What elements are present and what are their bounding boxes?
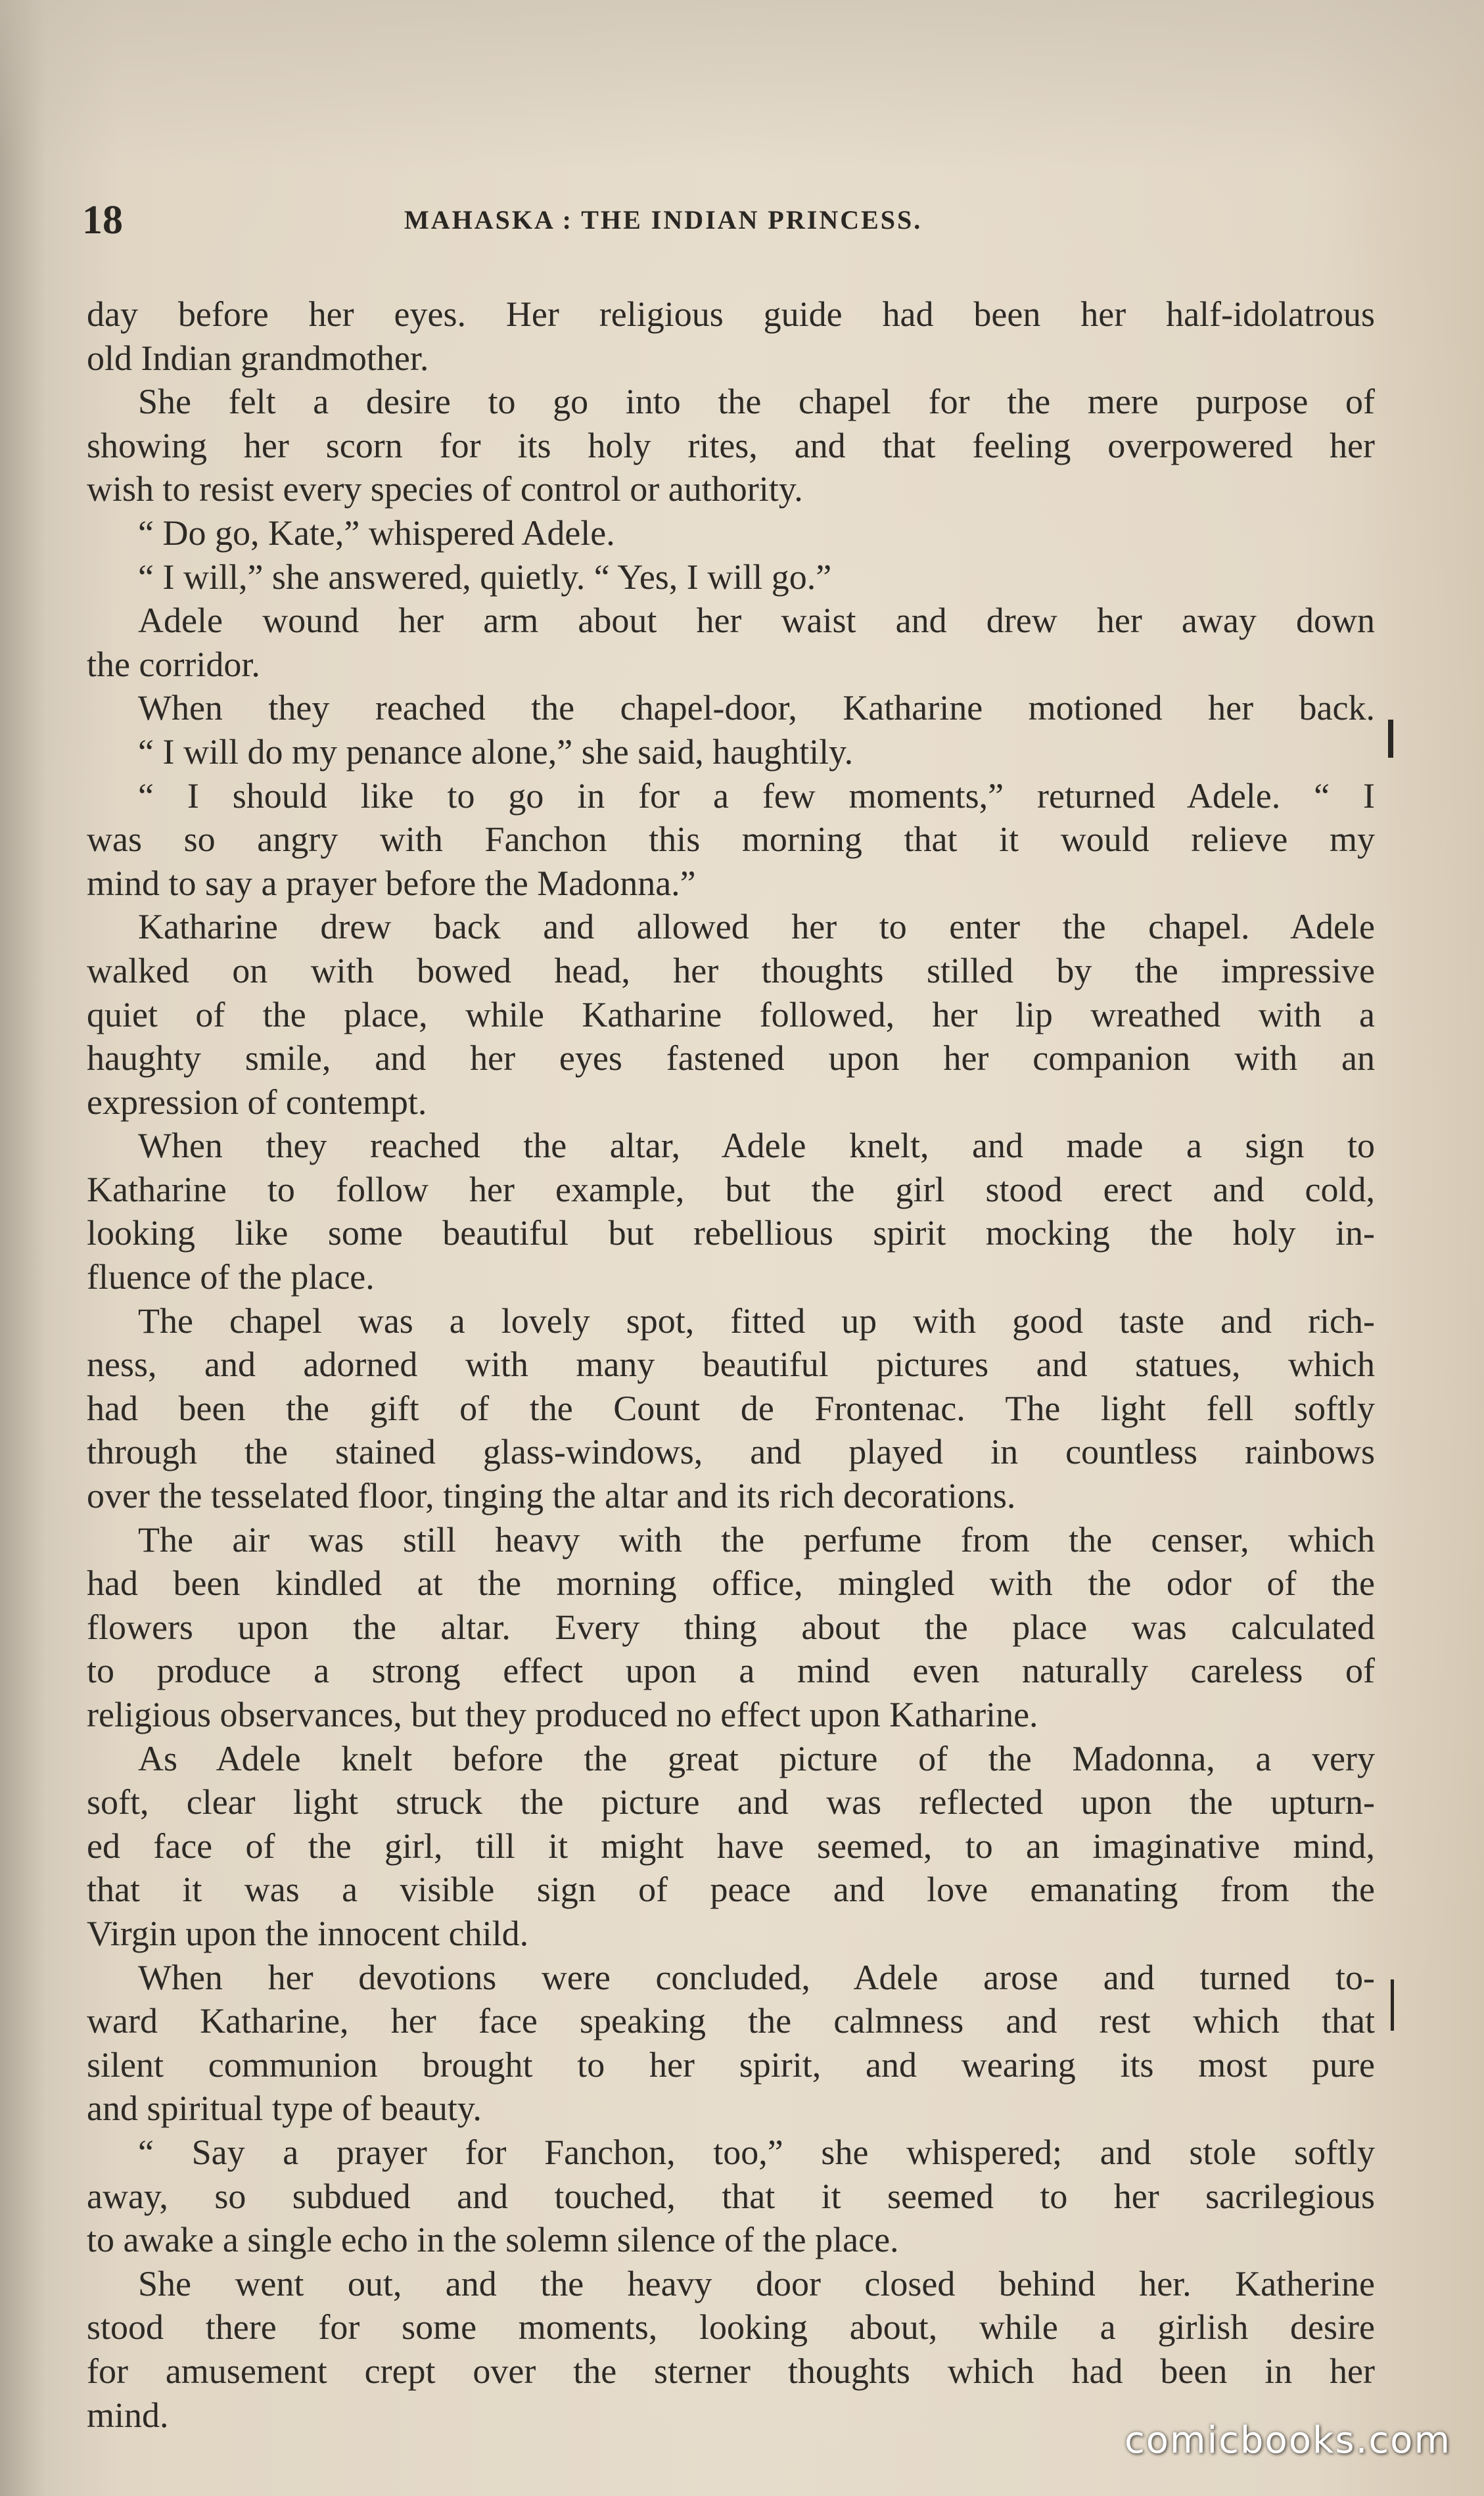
page-number: 18 [82, 198, 123, 243]
text-line: haughty smile, and her eyes fastened upon her companion with an [87, 1038, 1375, 1078]
paper-tone [0, 0, 1484, 171]
text-line: “ Say a prayer for Fanchon, too,” she whispered; and stole softly [138, 2132, 1375, 2172]
margin-mark [1391, 1979, 1394, 2031]
watermark: comicbooks.com [1124, 2419, 1451, 2462]
text-line: expression of contempt. [87, 1082, 427, 1122]
text-line: When her devotions were concluded, Adele arose and turned to- [138, 1957, 1375, 1997]
text-line: flowers upon the altar. Every thing about the place was calculated [87, 1607, 1375, 1647]
text-line: showing her scorn for its holy rites, and that feeling overpowered her [87, 425, 1375, 465]
text-line: was so angry with Fanchon this morning that it would relieve my [87, 820, 1375, 860]
text-line: religious observances, but they produced no effect upon Katharine. [87, 1695, 1038, 1734]
text-line: ed face of the girl, till it might have seemed, to an imaginative mind, [87, 1826, 1375, 1866]
text-line: Virgin upon the innocent child. [87, 1913, 529, 1953]
text-line: for amusement crept over the sterner thoughts which had been in her [87, 2351, 1375, 2391]
text-line: “ I should like to go in for a few moments,” returned Adele. “ I [138, 775, 1375, 816]
text-line: through the stained glass-windows, and played in countless rainbows [87, 1432, 1375, 1472]
text-line: “ I will do my penance alone,” she said, haughtily. [138, 731, 854, 772]
text-line: old Indian grandmother. [87, 338, 429, 378]
text-line: soft, clear light struck the picture and was reflected upon the upturn- [87, 1782, 1375, 1822]
text-line: to awake a single echo in the solemn silence of the place. [87, 2220, 899, 2260]
text-line: “ Do go, Kate,” whispered Adele. [138, 513, 615, 553]
text-line: As Adele knelt before the great picture of the Madonna, a very [138, 1738, 1375, 1778]
text-line: that it was a visible sign of peace and love emanating from the [87, 1870, 1375, 1910]
text-line: The air was still heavy with the perfume from the censer, which [138, 1519, 1375, 1560]
text-line: ness, and adorned with many beautiful pictures and statues, which [87, 1345, 1375, 1385]
text-line: The chapel was a lovely spot, fitted up with good taste and rich- [138, 1301, 1375, 1341]
text-line: When they reached the altar, Adele knelt, and made a sign to [138, 1126, 1375, 1166]
text-line: She felt a desire to go into the chapel for the mere purpose of [138, 382, 1375, 422]
margin-mark [1388, 720, 1393, 758]
text-line: to produce a strong effect upon a mind even naturally careless of [87, 1651, 1375, 1691]
text-line: She went out, and the heavy door closed behind her. Katherine [138, 2263, 1375, 2303]
text-line: Adele wound her arm about her waist and drew her away down [138, 601, 1375, 641]
text-line: day before her eyes. Her religious guide had been her half-idolatrous [87, 294, 1375, 334]
text-line: looking like some beautiful but rebellious spirit mocking the holy in- [87, 1213, 1375, 1253]
text-line: ward Katharine, her face speaking the calmness and rest which that [87, 2001, 1375, 2041]
text-line: “ I will,” she answered, quietly. “ Yes, I will go.” [138, 557, 832, 597]
text-line: over the tesselated floor, tinging the altar and its rich decorations. [87, 1476, 1016, 1516]
text-line: wish to resist every species of control or authority. [87, 469, 803, 509]
running-head: MAHASKA : THE INDIAN PRINCESS. [404, 205, 923, 235]
text-line: silent communion brought to her spirit, and wearing its most pure [87, 2045, 1375, 2085]
text-line: had been the gift of the Count de Frontenac. The light fell softly [87, 1388, 1375, 1428]
text-line: Katharine drew back and allowed her to enter the chapel. Adele [138, 907, 1375, 947]
page-header [82, 194, 1380, 246]
text-line: quiet of the place, while Katharine followed, her lip wreathed with a [87, 994, 1375, 1034]
text-line: and spiritual type of beauty. [87, 2089, 482, 2129]
text-line: stood there for some moments, looking about, while a girlish desire [87, 2307, 1375, 2347]
text-line: the corridor. [87, 644, 260, 684]
text-line: walked on with bowed head, her thoughts stilled by the impressive [87, 950, 1375, 990]
text-line: away, so subdued and touched, that it seemed to her sacrilegious [87, 2176, 1375, 2216]
text-line: had been kindled at the morning office, mingled with the odor of the [87, 1563, 1375, 1604]
text-line: Katharine to follow her example, but the girl stood erect and cold, [87, 1169, 1375, 1209]
text-line: fluence of the place. [87, 1257, 375, 1297]
body-text [87, 292, 1375, 2437]
text-line: mind. [87, 2395, 169, 2435]
text-line: When they reached the chapel-door, Katharine motioned her back. [138, 688, 1375, 728]
gutter-shadow [0, 0, 46, 2496]
text-line: mind to say a prayer before the Madonna.” [87, 863, 696, 903]
